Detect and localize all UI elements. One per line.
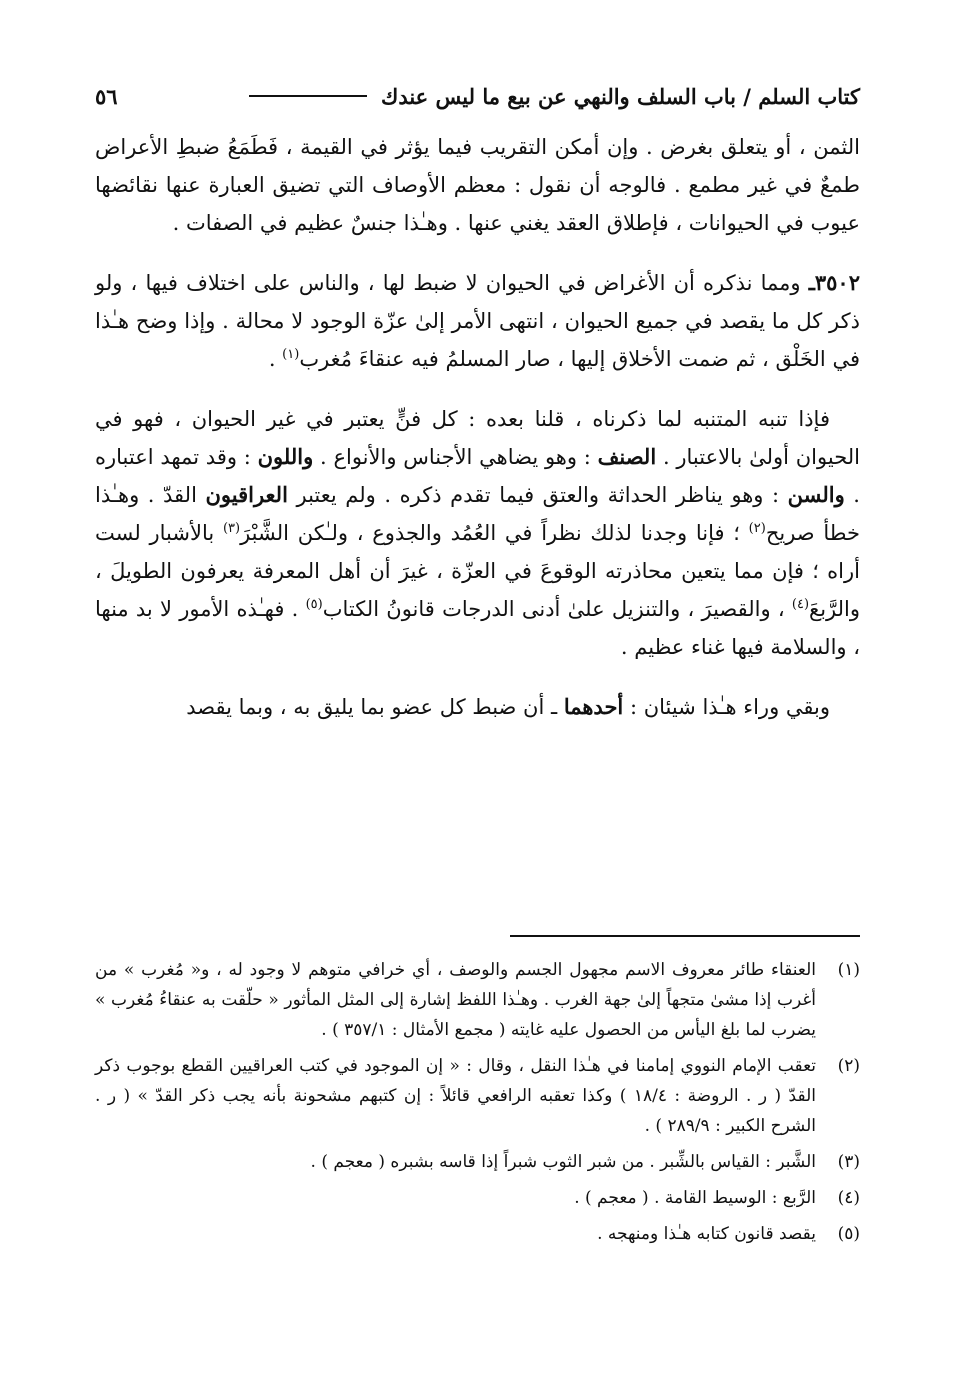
footnote-5	[95, 1219, 860, 1249]
footnote-number: (١)	[837, 960, 860, 980]
header-rule	[249, 95, 367, 97]
footnote-number: (٤)	[837, 1188, 860, 1208]
paragraph-attributes: فإذا تنبه المتنبه لما ذكرناه ، قلنا بعده : كل فنٍّ يعتبر في غير الحيوان ، فهو في الحيوان أولىٰ بالاعتبار . الصنف : وهو يضاهي الأجناس والأنواع . واللون : وقد تمهد اعتباره . والسن : وهو يناظر الحداثة والعتق فيما تقدم ذكره . ولم يعتبر العراقيون القدّ . وهـٰذا خطأ صريح$^{(٢)}$ ؛ فإنا وجدنا لذلك نظراً في العُمُد والجذوع ، ولـٰكن الشَّبْرَ$^{(٣)}$ بالأشبار لست أراه ؛ فإن مما يتعين محاذرته الوقوعَ في العزّة ، غيرَ أن أهل المعرفة يعرفون الطويلَ ، والرَّبعَ$^{(٤)}$ ، والقصيرَ ، والتنزيل علىٰ أدنى الدرجات قانونُ الكتاب$^{(٥)}$ . فهـٰذه الأمور لا بد منها ، والسلامة فيها غناء عظيم .	[95, 407, 860, 659]
paragraph-two-things: وبقي وراء هـٰذا شيئان : أحدهما ـ أن ضبط كل عضو بما يليق به ، وبما يقصد	[186, 694, 830, 719]
footnote-ref-2: (٢)	[748, 521, 766, 536]
footnote-number: (٣)	[837, 1152, 860, 1172]
term-iraqiyyun: العراقيون	[205, 482, 288, 507]
header-title: كتاب السلم / باب السلف والنهي عن بيع ما ليس عندك	[381, 83, 860, 109]
footnote-text: يقصد قانون كتابه هـٰذا ومنهجه .	[597, 1224, 816, 1244]
footnote-text: الرَّبع : الوسيط القامة . ( معجم ) .	[574, 1188, 816, 1208]
footnote-ref-3: (٣)	[222, 521, 241, 536]
footnote-4	[95, 1183, 860, 1213]
footnote-1	[95, 955, 860, 1045]
term-lawn: واللون	[257, 444, 314, 469]
paragraph-3502: ٣٥٠٢ـ ومما نذكره أن الأغراض في الحيوان لا ضبط لها ، والناس على اختلاف فيها ، ولو ذكر كل ما يقصد في جميع الحيوان ، انتهى الأمر إلىٰ عزّة الوجود لا محالة . وإذا وضح هـٰذا في الخَلْق ، ثم ضمت الأخلاق إليها ، صار المسلمُ فيه عنقاءَ مُغرب$^{(١)}$ .	[95, 270, 860, 371]
footnote-ref-5: (٥)	[305, 597, 323, 612]
term-ahaduhuma: أحدهما	[563, 694, 624, 719]
page-number: ٥٦	[94, 83, 118, 109]
footnote-number: (٥)	[837, 1224, 860, 1244]
term-sinn: والسن	[787, 482, 845, 507]
running-header	[95, 78, 860, 114]
term-sinf: الصنف	[597, 444, 657, 469]
paragraph-continuation: الثمن ، أو يتعلق بغرض . وإن أمكن التقريب فيما يؤثر في القيمة ، فَطَمَعُ ضبطِ الأعراض طمعٌ في غير مطمع . فالوجه أن نقول : معظم الأوصاف التي تضيق العبارة عنها نقائضها عيوب في الحيوانات ، فإطلاق العقد يغني عنها . وهـٰذا جنسٌ عظيم في الصفات .	[95, 135, 860, 235]
footnote-text: الشَّبر : القياس بالشِّبر . من شبر الثوب شبراً إذا قاسه بشبره ( معجم ) .	[310, 1152, 816, 1172]
footnote-ref-4: (٤)	[791, 597, 810, 612]
main-text	[95, 128, 860, 748]
footnotes	[95, 955, 860, 1255]
footnote-number: (٢)	[837, 1056, 860, 1076]
footnote-ref-1: (١)	[282, 347, 300, 362]
footnote-3	[95, 1147, 860, 1177]
footnote-text: تعقب الإمام النووي إمامنا في هـٰذا النقل ، وقال : « إن الموجود في كتب العراقيين القطع بوجوب ذكر القدّ ( ر . الروضة : ١٨/٤ ) وكذا تعقبه الرافعي قائلاً : إن كتبهم مشحونة بأنه يجب ذكر القدّ » ( ر . الشرح الكبير : ٢٨٩/٩ ) .	[95, 1056, 816, 1136]
footnote-separator	[510, 935, 860, 937]
footnote-2	[95, 1051, 860, 1141]
section-number: ٣٥٠٢ـ	[808, 270, 860, 295]
footnote-text: العنقاء طائر معروف الاسم مجهول الجسم والوصف ، أي خرافي متوهم لا وجود له ، و« مُغرب » من أغرب إذا مشىٰ متجهاً إلىٰ جهة الغرب . وهـٰذا اللفظ إشارة إلى المثل المأثور « حلّقت به عنقاءُ مُغرب » يضرب لما بلغ اليأس من الحصول عليه غايته ( مجمع الأمثال : ٣٥٧/١ ) .	[95, 960, 816, 1040]
